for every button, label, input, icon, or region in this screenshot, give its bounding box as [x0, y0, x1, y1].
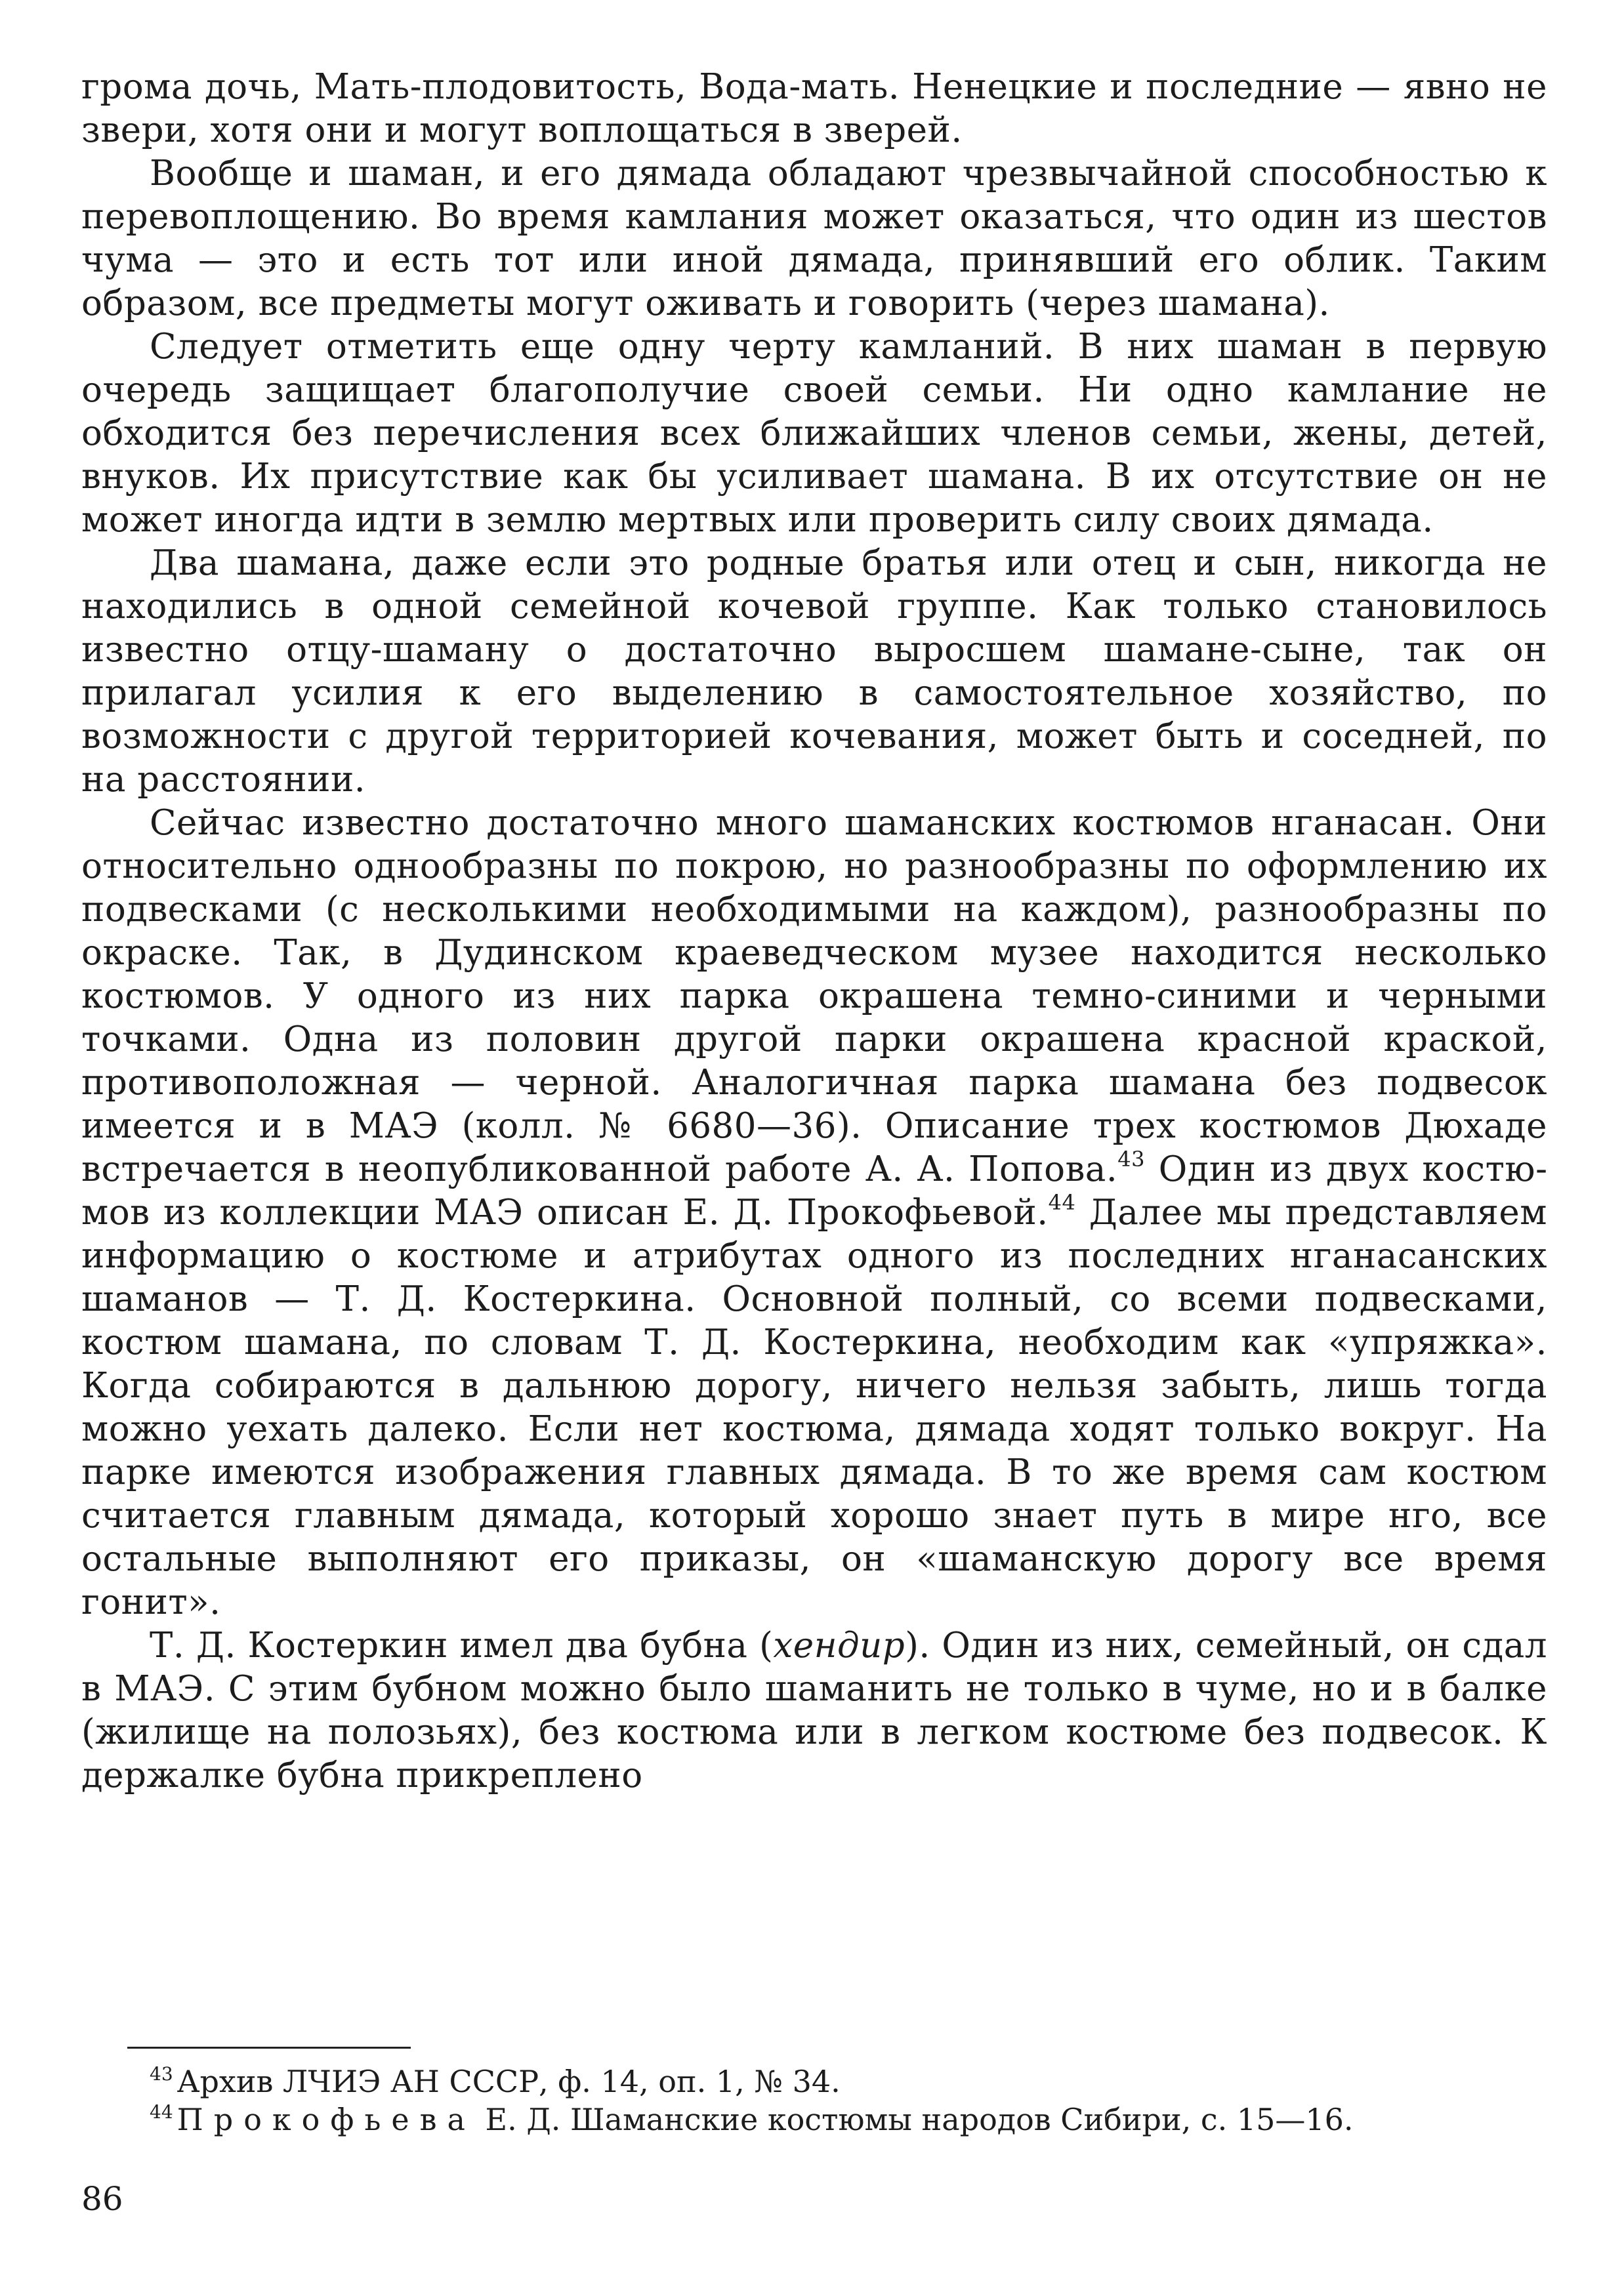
footnote-reference-44[interactable]: 44: [1048, 1190, 1076, 1215]
paragraph-text: Т. Д. Костеркин имел два бубна (: [150, 1626, 774, 1666]
paragraph-text: ). Один из них, семейный, он сдал в МАЭ. С этим бубном можно было шаманить не только в чуме, но и в балке (жилище на полозьях), без костюма или в легком костюме без подвесок. К держалке бубна прикреплено: [81, 1626, 1547, 1795]
main-text: [81, 66, 1547, 1797]
paragraph-3: [81, 325, 1547, 542]
footnote-43: [81, 2062, 1547, 2101]
footnote-text: Е. Д. Шаманские костюмы народов Сибири, с. 15—16.: [475, 2102, 1354, 2137]
paragraph-text: Два шамана, даже если это родные братья или отец и сын, никогда не находились в одной семейной кочевой группе. Как только становилось известно отцу-шаману о достаточно выросшем шамане-сыне, так он прилагал усилия к его выделению в самостоятельное хозяйство, по возможности с другой территорией кочевания, может быть и соседней, по на расстоянии.: [81, 543, 1547, 800]
footnotes: [81, 2062, 1547, 2139]
footnote-44: [81, 2101, 1547, 2139]
paragraph-text: Один из двух костюмов из коллекции МАЭ описан Е. Д. Прокофьевой.: [81, 1149, 1547, 1233]
italic-term: хендир: [773, 1626, 906, 1666]
page-number: 86: [81, 2180, 123, 2218]
paragraph-text: Следует отметить еще одну черту камланий. В них шаман в первую очередь защищает благополучие своей семьи. Ни одно камлание не обходится без перечисления всех ближайших членов семьи, жены, детей, внуков. Их присутствие как бы усиливает шамана. В их отсутствие он не может иногда идти в землю мертвых или проверить силу своих дямада.: [81, 327, 1547, 540]
footnote-text: Архив ЛЧИЭ АН СССР, ф. 14, оп. 1, № 34.: [177, 2064, 841, 2099]
paragraph-text: Вообще и шаман, и его дямада обладают чрезвычайной способностью к перевоплощению. Во время камлания может оказаться, что один из шестов чума — это и есть тот или иной дямада, принявший его облик. Таким образом, все предметы могут оживать и говорить (через шамана).: [81, 154, 1547, 323]
paragraph-5: [81, 802, 1547, 1624]
footnote-mark: 43: [150, 2063, 173, 2085]
footnote-author: Прокофьева: [177, 2102, 476, 2137]
paragraph-text: Сейчас известно достаточно много шаманских костюмов нганасан. Они относительно однообразны по покрою, но разнообразны по оформлению их подвесками (с несколькими необходимыми на каждом), разнообразны по окраске. Так, в Дудинском краеведческом музее находится несколько костюмов. У одного из них парка окрашена темно-синими и черными точками. Одна из половин другой парки окрашена красной краской, противоположная — черной. Аналогичная парка шамана без подвесок имеется и в МАЭ (колл. № 6680—36). Описание трех костюмов Дюхаде встречается в неопубликованной работе А. А. Попова.: [81, 803, 1547, 1189]
footnote-mark: 44: [150, 2101, 173, 2123]
paragraph-4: [81, 542, 1547, 802]
paragraph-1: [81, 66, 1547, 152]
paragraph-text: Далее мы представляем информацию о костюме и атрибутах одного из последних нганасанских шаманов — Т. Д. Костеркина. Основной полный, со всеми подвесками, костюм шамана, по словам Т. Д. Костеркина, необходим как «упряжка». Когда собираются в дальнюю дорогу, ничего нельзя забыть, лишь тогда можно уехать далеко. Если нет костюма, дямада ходят только вокруг. На парке имеются изображения главных дямада. В то же время сам костюм считается главным дямада, который хорошо знает путь в мире нго, все остальные выполняют его приказы, он «шаманскую дорогу все время гонит».: [81, 1193, 1547, 1622]
footnote-reference-43[interactable]: 43: [1117, 1147, 1145, 1172]
paragraph-6: [81, 1624, 1547, 1797]
footnote-divider: [127, 2047, 411, 2049]
book-page: [81, 66, 1547, 2263]
paragraph-text: грома дочь, Мать-плодовитость, Вода-мать. Ненецкие и последние — явно не звери, хотя они и могут воплощаться в зверей.: [81, 67, 1547, 150]
paragraph-2: [81, 152, 1547, 325]
